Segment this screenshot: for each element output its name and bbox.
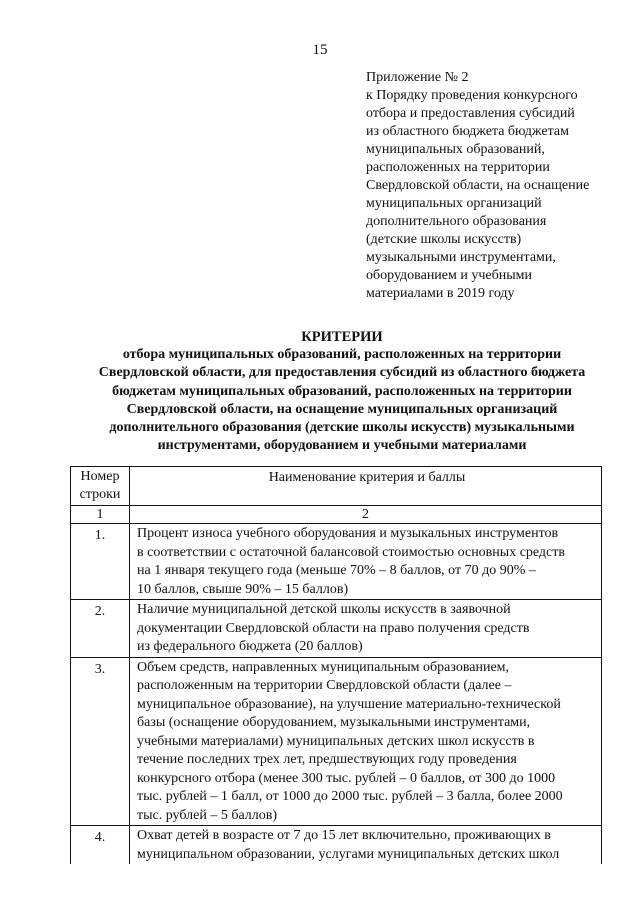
row-number: 3.: [71, 657, 130, 826]
criterion-line: из федерального бюджета (20 баллов): [137, 639, 363, 654]
row-number: 2.: [71, 600, 130, 658]
row-criterion: [130, 826, 602, 865]
appendix-line: муниципальных организаций: [366, 196, 542, 211]
row-criterion: [130, 524, 602, 600]
criterion-line: тыс. рублей – 5 баллов): [137, 807, 278, 823]
title-main: КРИТЕРИИ: [301, 329, 383, 345]
page-number: 15: [312, 42, 328, 58]
table-row: [71, 657, 602, 826]
index-cell: 2: [130, 506, 602, 524]
criterion-line: Охват детей в возрасте от 7 до 15 лет включительно, проживающих в: [137, 828, 551, 843]
appendix-line: Приложение № 2: [366, 70, 469, 85]
criterion-line: муниципальном образовании, услугами муниципальных детских школ: [137, 846, 560, 862]
criterion-line: Наличие муниципальной детской школы искусств в заявочной: [137, 602, 511, 617]
criterion-line: Объем средств, направленных муниципальным образованием,: [137, 659, 510, 675]
row-criterion: [130, 657, 602, 826]
criterion-line: 10 баллов, свыше 90% – 15 баллов): [137, 581, 349, 597]
title-subtitle-line: Свердловской области, для предоставления субсидий из областного бюджета: [98, 365, 586, 381]
header-number-line: Номер: [80, 469, 120, 484]
criterion-line: учебными материалами) муниципальных детских школ искусств в: [137, 733, 535, 749]
table-header-row: [71, 467, 602, 506]
table-row: [71, 524, 602, 600]
table-row: [71, 600, 602, 658]
criterion-line: тыс. рублей – 1 балл, от 1000 до 2000 тыс. рублей – 3 балла, более 2000: [137, 789, 563, 804]
document-title: [70, 328, 614, 455]
appendix-line: дополнительного образования: [366, 214, 547, 229]
title-subtitle-line: дополнительного образования (детские школы искусств) музыкальными: [109, 420, 575, 436]
title-subtitle-line: Свердловской области, на оснащение муниципальных организаций: [126, 401, 558, 417]
criterion-line: течение последних трех лет, предшествующих году проведения: [137, 752, 517, 767]
header-name-cell: Наименование критерия и баллы: [130, 467, 602, 506]
appendix-line: муниципальных образований,: [366, 142, 545, 157]
appendix-line: музыкальными инструментами,: [366, 250, 556, 265]
title-subtitle-line: отбора муниципальных образований, расположенных на территории: [122, 347, 562, 363]
header-number-line: строки: [79, 487, 121, 502]
table-row: [71, 826, 602, 865]
criterion-line: расположенным на территории Свердловской области (далее –: [137, 678, 512, 693]
table-index-row: [71, 506, 602, 524]
appendix-line: отбора и предоставления субсидий: [366, 106, 575, 121]
title-subtitle-line: инструментами, оборудованием и учебными материалами: [157, 438, 527, 454]
appendix-line: из областного бюджета бюджетам: [366, 124, 569, 139]
row-number: 4.: [71, 826, 130, 865]
criterion-line: на 1 января текущего года (меньше 70% – 8 баллов, от 70 до 90% –: [137, 563, 536, 578]
index-cell: 1: [71, 506, 130, 524]
appendix-note: [366, 69, 626, 303]
criterion-line: в соответствии с остаточной балансовой стоимостью основных средств: [137, 544, 565, 560]
appendix-line: оборудованием и учебными: [366, 268, 532, 283]
criteria-table: [70, 466, 602, 864]
appendix-line: (детские школы искусств): [366, 232, 522, 247]
criterion-line: конкурсного отбора (менее 300 тыс. рублей – 0 баллов, от 300 до 1000: [137, 770, 556, 786]
criterion-line: базы (оснащение оборудованием, музыкальными инструментами,: [137, 715, 531, 730]
appendix-line: материалами в 2019 году: [366, 286, 515, 301]
criterion-line: документации Свердловской области на право получения средств: [137, 620, 530, 636]
appendix-line: к Порядку проведения конкурсного: [366, 88, 578, 103]
row-criterion: [130, 600, 602, 658]
header-number-cell: [71, 467, 130, 506]
appendix-line: расположенных на территории: [366, 160, 550, 175]
criterion-line: муниципальное образование), на улучшение материально-технической: [137, 696, 561, 712]
appendix-line: Свердловской области, на оснащение: [366, 178, 590, 193]
row-number: 1.: [71, 524, 130, 600]
title-subtitle-line: бюджетам муниципальных образований, расположенных на территории: [112, 383, 572, 399]
criterion-line: Процент износа учебного оборудования и музыкальных инструментов: [137, 526, 559, 541]
